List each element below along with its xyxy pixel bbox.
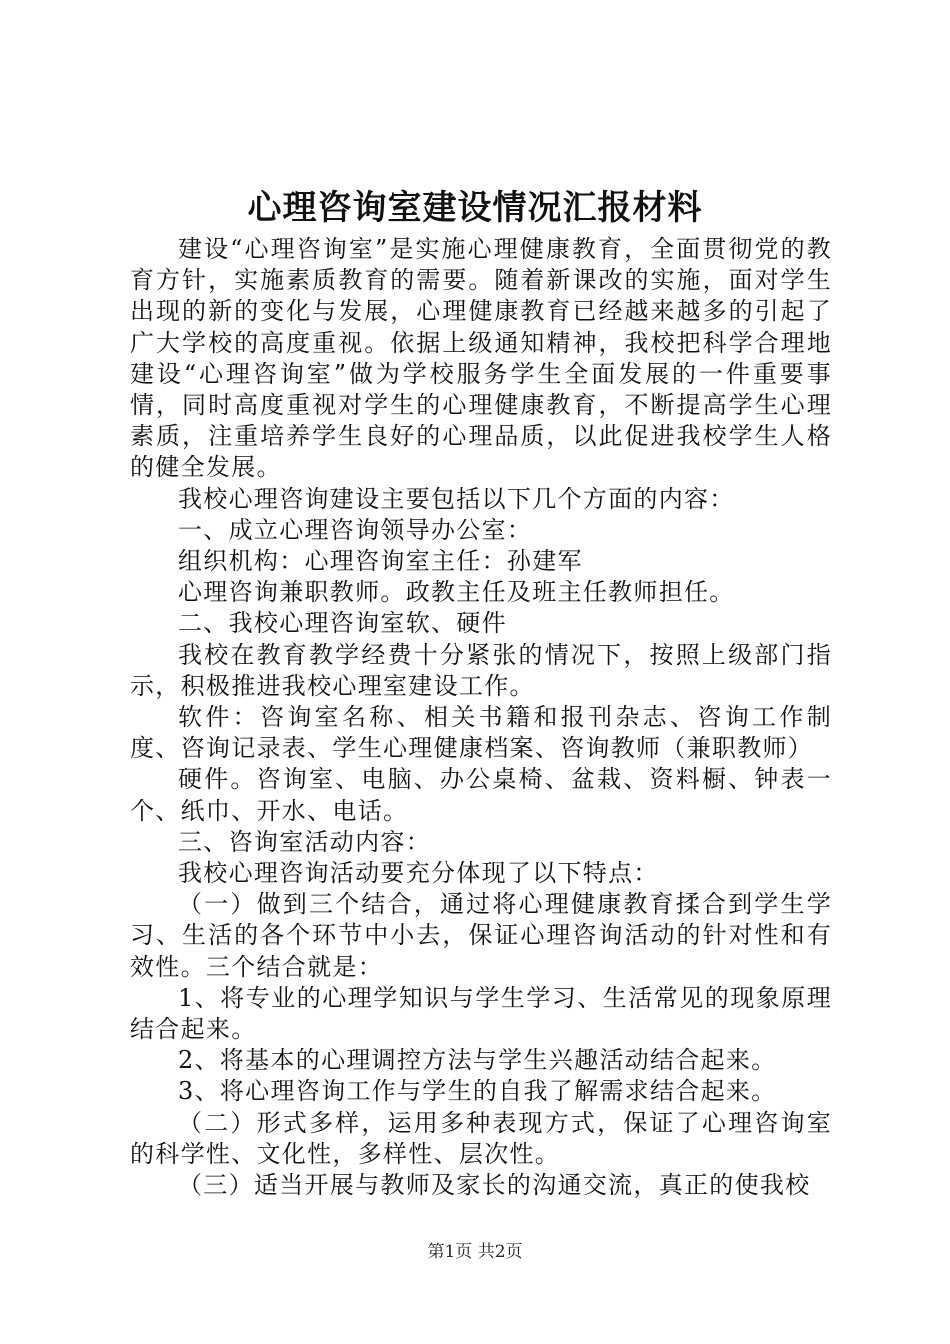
section-heading-3: 三、咨询室活动内容： [178,827,431,856]
list-item-combination-3: 3、将心理咨询工作与学生的自我了解需求结合起来。 [178,1077,777,1106]
section-heading-1: 一、成立心理咨询领导办公室： [178,515,533,544]
page-number-footer: 第1页 共2页 [427,1242,523,1262]
paragraph-organization: 组织机构：心理咨询室主任：孙建军 [178,547,583,576]
list-item-combination-2: 2、将基本的心理调控方法与学生兴趣活动结合起来。 [178,1046,777,1075]
paragraph-software: 软件：咨询室名称、相关书籍和报刊杂志、咨询工作制度、咨询记录表、学生心理健康档案、咨询教师（兼职教师） [130,703,832,763]
paragraph-intro: 建设“心理咨询室”是实施心理健康教育，全面贯彻党的教育方针，实施素质教育的需要。随着新课改的实施，面对学生出现的新的变化与发展，心理健康教育已经越来越多的引起了广大学校的高度重视。依据上级通知精神，我校把科学合理地建设“心理咨询室”做为学校服务学生全面发展的一件重要事情，同时高度重视对学生的心理健康教育，不断提高学生心理素质，注重培养学生良好的心理品质，以此促进我校学生人格的健全发展。 [130,235,832,482]
paragraph-contents-intro: 我校心理咨询建设主要包括以下几个方面的内容： [178,484,735,513]
paragraph-features-intro: 我校心理咨询活动要充分体现了以下特点： [178,859,659,888]
paragraph-funding: 我校在教育教学经费十分紧张的情况下，按照上级部门指示，积极推进我校心理室建设工作。 [130,640,832,700]
document-title: 心理咨询室建设情况汇报材料 [247,188,703,228]
paragraph-feature-1: （一）做到三个结合，通过将心理健康教育揉合到学生学习、生活的各个环节中小去，保证心理咨询活动的针对性和有效性。三个结合就是： [130,890,832,981]
paragraph-feature-2: （二）形式多样，运用多种表现方式，保证了心理咨询室的科学性、文化性，多样性、层次性。 [130,1108,832,1168]
paragraph-hardware: 硬件。咨询室、电脑、办公桌椅、盆栽、资料橱、钟表一个、纸巾、开水、电话。 [130,765,832,825]
paragraph-part-time-teachers: 心理咨询兼职教师。政教主任及班主任教师担任。 [178,578,735,607]
document-body [130,234,832,1201]
list-item-combination-1: 1、将专业的心理学知识与学生学习、生活常见的现象原理结合起来。 [130,983,832,1044]
section-heading-2: 二、我校心理咨询室软、硬件 [178,609,507,638]
paragraph-feature-3: （三）适当开展与教师及家长的沟通交流，真正的使我校 [178,1171,811,1200]
